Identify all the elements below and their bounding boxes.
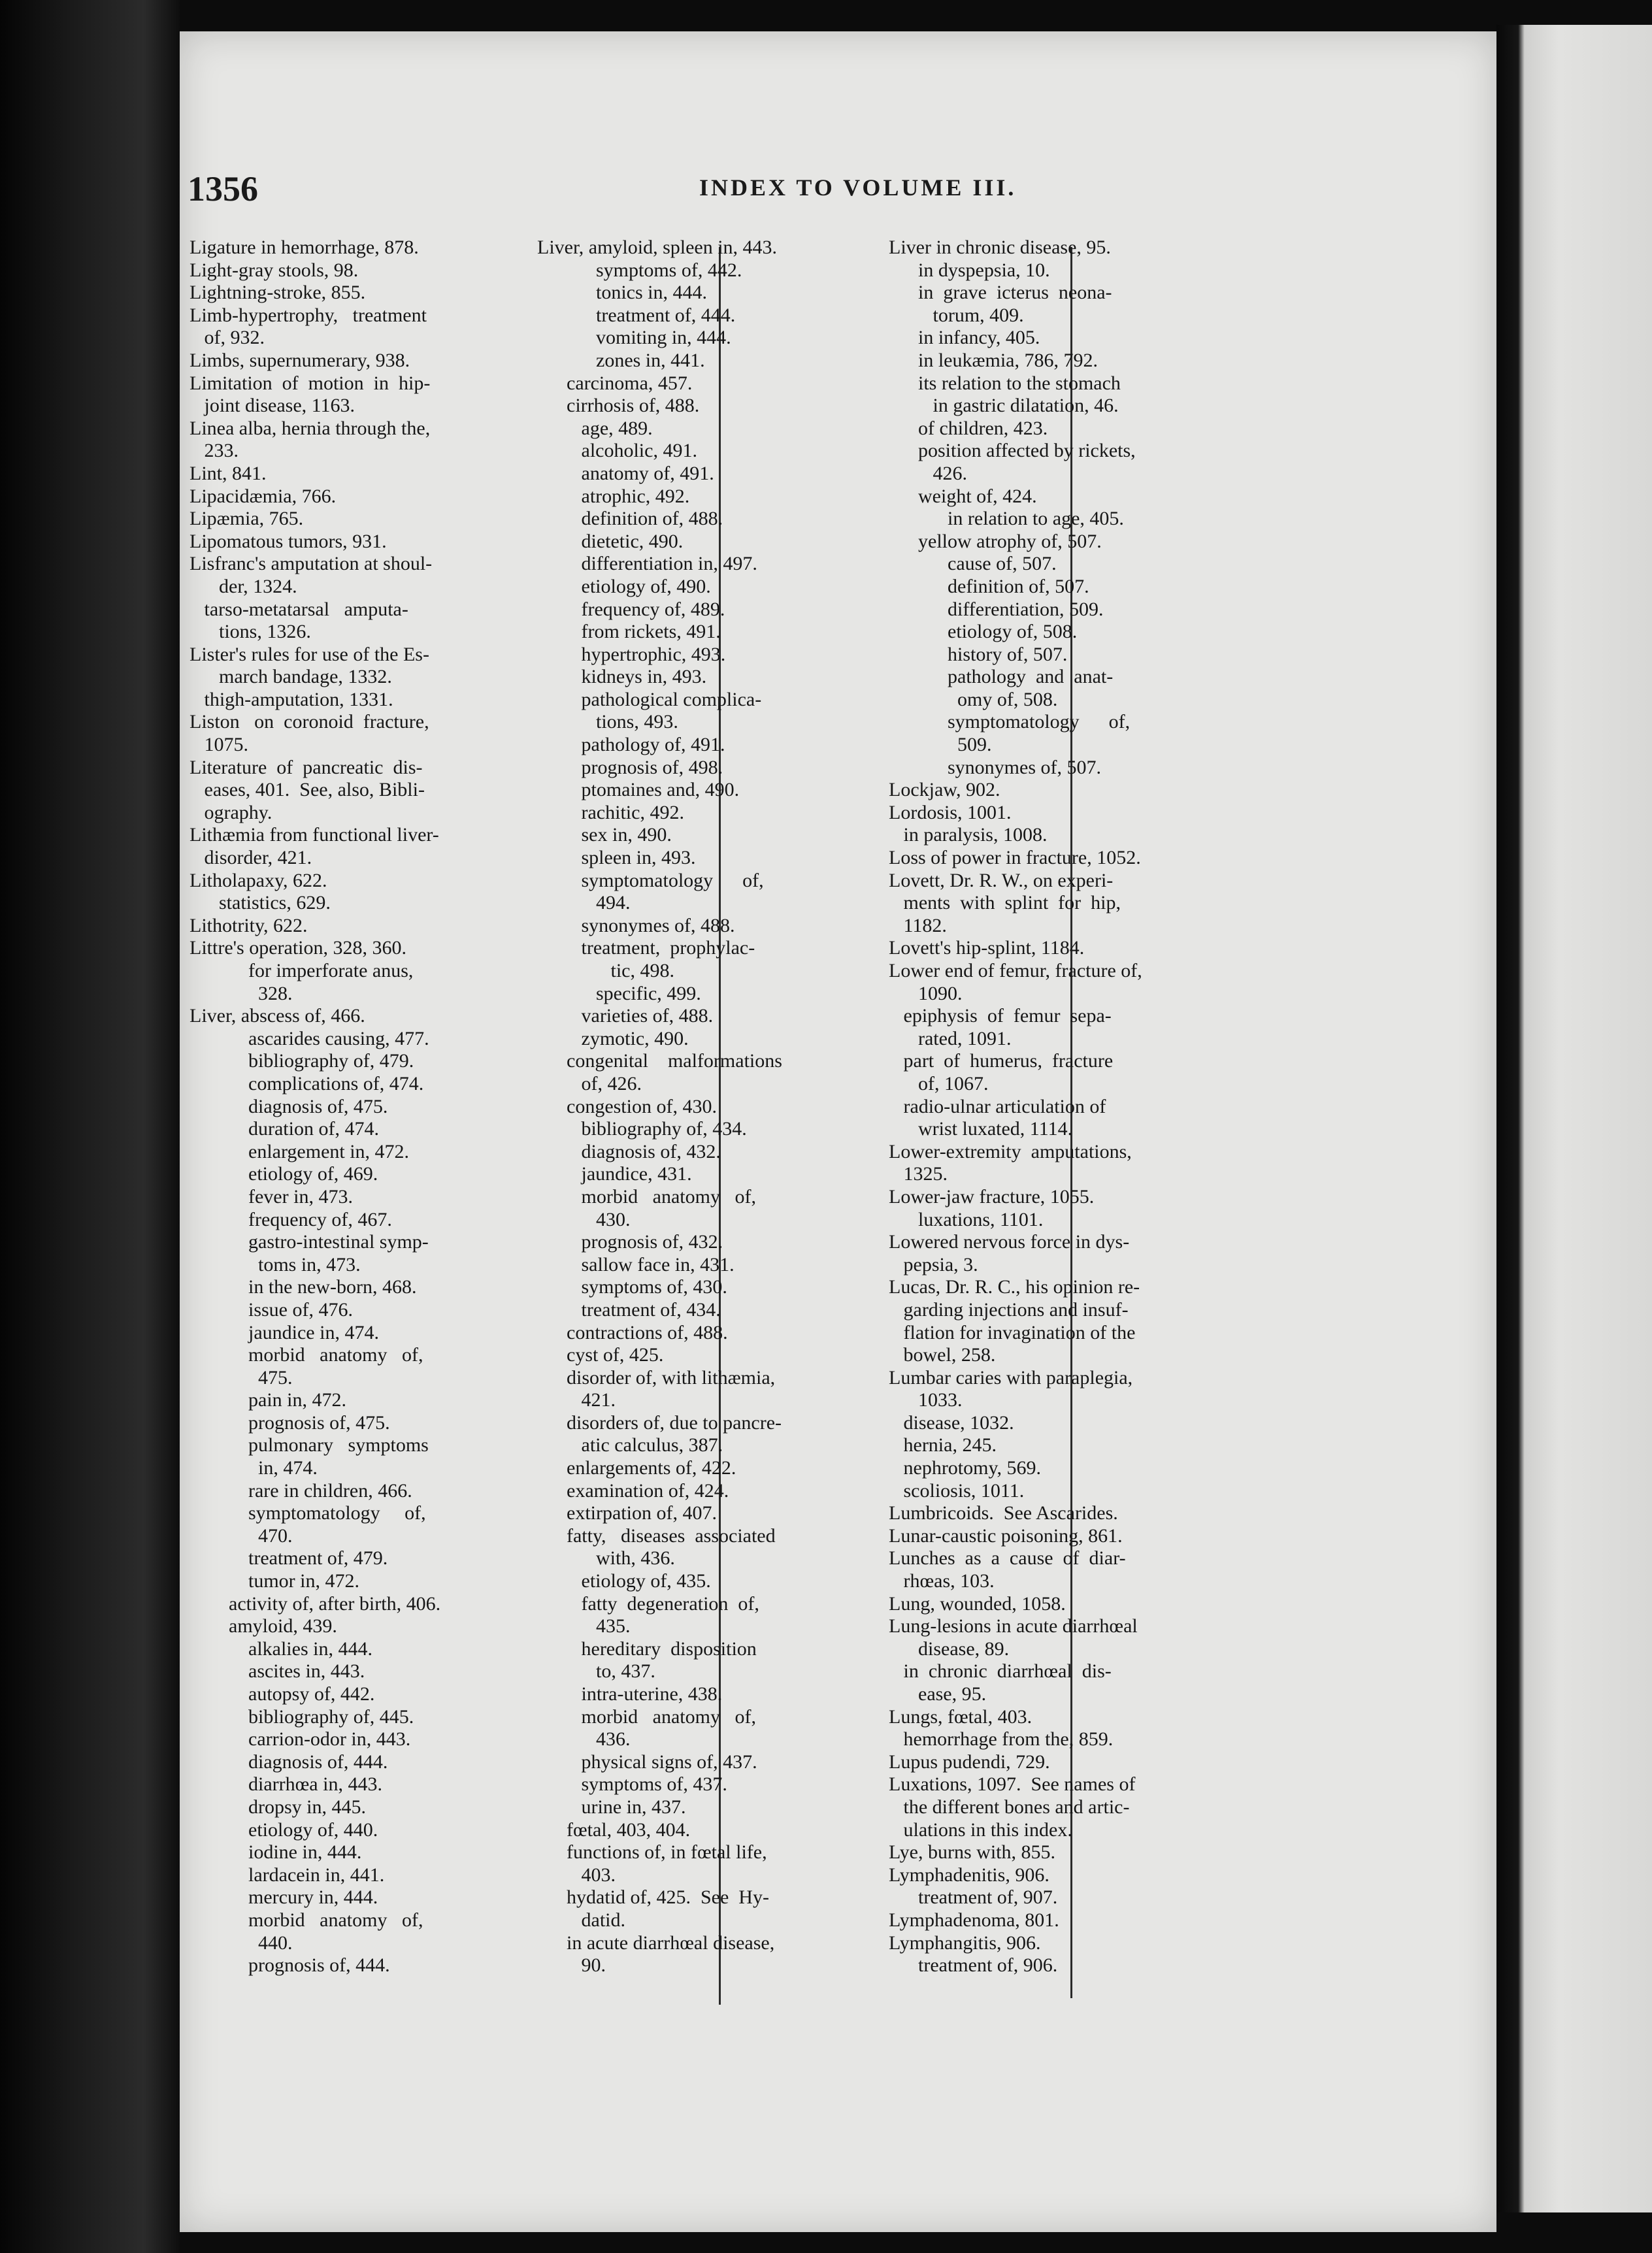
index-entry-line: luxations, 1101.: [889, 1208, 1044, 1230]
index-entry-line: functions of, in fœtal life,: [537, 1841, 767, 1864]
index-entry-line: Lovett, Dr. R. W., on experi-: [889, 869, 1114, 891]
index-entry-line: 328.: [190, 982, 293, 1004]
index-entry-line: Limitation of motion in hip-: [190, 372, 431, 394]
index-entry-line: rare in children, 466.: [190, 1479, 412, 1502]
index-entry-line: etiology of, 490.: [537, 575, 711, 597]
index-entry-line: 1075.: [190, 734, 248, 756]
index-entry-line: symptoms of, 430.: [537, 1276, 727, 1298]
index-entry-line: 421.: [537, 1389, 616, 1411]
index-entry-line: cyst of, 425.: [537, 1344, 664, 1366]
index-entry-line: Lymphadenoma, 801.: [889, 1909, 1059, 1931]
index-entry-line: dropsy in, 445.: [190, 1796, 366, 1818]
index-entry-line: fatty, diseases associated: [537, 1524, 776, 1547]
index-entry-line: to, 437.: [537, 1660, 655, 1683]
index-entry-line: Lovett's hip-splint, 1184.: [889, 937, 1085, 959]
index-entry-line: tonics in, 444.: [537, 282, 707, 304]
index-entry-line: Liver, amyloid, spleen in, 443.: [537, 237, 778, 258]
index-entry-line: tumor in, 472.: [190, 1570, 359, 1592]
index-entry-line: Linea alba, hernia through the,: [190, 417, 431, 439]
index-entry-line: pepsia, 3.: [889, 1253, 978, 1275]
index-entry-line: disorders of, due to pancre-: [537, 1411, 782, 1434]
index-entry-line: its relation to the stomach: [889, 372, 1121, 394]
index-entry-line: of, 426.: [537, 1072, 642, 1094]
index-entry-line: 1033.: [889, 1389, 963, 1411]
index-entry-line: treatment of, 434.: [537, 1298, 721, 1321]
index-entry-line: 233.: [190, 440, 239, 462]
index-entry-line: disease, 89.: [889, 1637, 1010, 1660]
index-entry-line: urine in, 437.: [537, 1796, 686, 1818]
index-entry-line: synonymes of, 488.: [537, 914, 735, 936]
index-entry-line: flation for invagination of the: [889, 1321, 1136, 1343]
index-entry-line: rachitic, 492.: [537, 801, 684, 823]
index-entry-line: yellow atrophy of, 507.: [889, 530, 1102, 552]
index-entry-line: differentiation, 509.: [889, 598, 1104, 620]
index-entry-line: symptomatology of,: [190, 1502, 426, 1524]
index-entry-line: position affected by rickets,: [889, 440, 1136, 462]
index-entry-line: march bandage, 1332.: [190, 666, 392, 688]
index-entry-line: synonymes of, 507.: [889, 756, 1101, 778]
index-entry-line: 403.: [537, 1864, 616, 1886]
index-entry-line: prognosis of, 432.: [537, 1231, 723, 1253]
index-entry-line: etiology of, 508.: [889, 621, 1078, 643]
index-entry-line: diagnosis of, 444.: [190, 1751, 388, 1773]
index-entry-line: age, 489.: [537, 417, 653, 439]
index-entry-line: pathological complica-: [537, 688, 762, 710]
index-entry-line: 90.: [537, 1954, 606, 1977]
index-entry-line: pathology and anat-: [889, 666, 1114, 688]
index-entry-line: diagnosis of, 475.: [190, 1095, 388, 1117]
index-entry-line: fever in, 473.: [190, 1185, 353, 1208]
index-entry-line: bibliography of, 479.: [190, 1050, 414, 1072]
index-entry-line: contractions of, 488.: [537, 1321, 728, 1343]
index-entry-line: ography.: [190, 801, 273, 823]
index-column-3: [889, 237, 1398, 1977]
index-entry-line: congenital malformations: [537, 1050, 782, 1072]
index-entry-line: cirrhosis of, 488.: [537, 395, 700, 417]
index-entry-line: 475.: [190, 1366, 293, 1389]
index-entry-line: Lung, wounded, 1058.: [889, 1592, 1066, 1615]
index-entry-line: congestion of, 430.: [537, 1095, 717, 1117]
index-entry-line: prognosis of, 498.: [537, 756, 723, 778]
index-entry-line: differentiation in, 497.: [537, 553, 757, 575]
index-entry-line: duration of, 474.: [190, 1118, 379, 1140]
index-entry-line: rhœas, 103.: [889, 1570, 995, 1592]
index-entry-line: zones in, 441.: [537, 349, 705, 371]
index-entry-line: the different bones and artic-: [889, 1796, 1130, 1818]
index-entry-line: Lung-lesions in acute diarrhœal: [889, 1615, 1138, 1637]
index-entry-line: Littre's operation, 328, 360.: [190, 937, 407, 959]
index-entry-line: Liver, abscess of, 466.: [190, 1005, 365, 1027]
index-entry-line: Lower-jaw fracture, 1055.: [889, 1185, 1095, 1208]
index-entry-line: thigh-amputation, 1331.: [190, 688, 393, 710]
index-entry-line: Lucas, Dr. R. C., his opinion re-: [889, 1276, 1140, 1298]
index-entry-line: morbid anatomy of,: [537, 1705, 756, 1728]
index-entry-line: in infancy, 405.: [889, 327, 1040, 349]
index-entry-line: alcoholic, 491.: [537, 440, 697, 462]
index-entry-line: intra-uterine, 438.: [537, 1683, 723, 1705]
index-entry-line: Lumbricoids. See Ascarides.: [889, 1502, 1118, 1524]
index-entry-line: definition of, 507.: [889, 575, 1089, 597]
index-entry-line: in acute diarrhœal disease,: [537, 1932, 775, 1954]
index-entry-line: hemorrhage from the, 859.: [889, 1728, 1114, 1751]
index-entry-line: in the new-born, 468.: [190, 1276, 417, 1298]
index-entry-line: part of humerus, fracture: [889, 1050, 1114, 1072]
index-entry-line: enlargement in, 472.: [190, 1140, 410, 1162]
index-entry-line: Lipæmia, 765.: [190, 508, 304, 530]
index-entry-line: symptomatology of,: [889, 711, 1131, 733]
index-entry-line: hereditary disposition: [537, 1637, 757, 1660]
index-entry-line: in relation to age, 405.: [889, 508, 1124, 530]
index-entry-line: in grave icterus neona-: [889, 282, 1112, 304]
index-entry-line: tarso-metatarsal amputa-: [190, 598, 408, 620]
index-entry-line: dietetic, 490.: [537, 530, 684, 552]
index-entry-line: complications of, 474.: [190, 1072, 424, 1094]
index-entry-line: Light-gray stools, 98.: [190, 259, 359, 281]
index-entry-line: Ligature in hemorrhage, 878.: [190, 237, 419, 258]
index-entry-line: bibliography of, 445.: [190, 1705, 414, 1728]
index-entry-line: Lisfranc's amputation at shoul-: [190, 553, 433, 575]
index-entry-line: disease, 1032.: [889, 1411, 1014, 1434]
index-entry-line: physical signs of, 437.: [537, 1751, 757, 1773]
index-entry-line: ease, 95.: [889, 1683, 987, 1705]
index-entry-line: omy of, 508.: [889, 688, 1058, 710]
index-entry-line: disorder of, with lithæmia,: [537, 1366, 776, 1389]
index-entry-line: prognosis of, 444.: [190, 1954, 390, 1977]
index-entry-line: 1325.: [889, 1163, 948, 1185]
index-entry-line: epiphysis of femur sepa-: [889, 1005, 1112, 1027]
index-entry-line: statistics, 629.: [190, 892, 331, 914]
index-entry-line: disorder, 421.: [190, 847, 312, 869]
index-entry-line: vomiting in, 444.: [537, 327, 731, 349]
index-entry-line: in dyspepsia, 10.: [889, 259, 1050, 281]
index-entry-line: from rickets, 491.: [537, 621, 721, 643]
index-entry-line: morbid anatomy of,: [190, 1344, 423, 1366]
index-entry-line: in gastric dilatation, 46.: [889, 395, 1119, 417]
index-entry-line: autopsy of, 442.: [190, 1683, 375, 1705]
index-entry-line: datid.: [537, 1909, 625, 1931]
index-entry-line: morbid anatomy of,: [537, 1185, 756, 1208]
facing-page-edge: [1496, 25, 1652, 2212]
index-entry-line: treatment of, 906.: [889, 1954, 1058, 1977]
index-entry-line: pathology of, 491.: [537, 734, 725, 756]
index-entry-line: 435.: [537, 1615, 631, 1637]
index-entry-line: varieties of, 488.: [537, 1005, 714, 1027]
index-entry-line: 494.: [537, 892, 631, 914]
index-entry-line: symptomatology of,: [537, 869, 764, 891]
index-entry-line: 1090.: [889, 982, 963, 1004]
index-entry-line: diarrhœa in, 443.: [190, 1773, 382, 1796]
index-entry-line: jaundice in, 474.: [190, 1321, 379, 1343]
index-entry-line: in, 474.: [190, 1457, 318, 1479]
index-entry-line: etiology of, 435.: [537, 1570, 711, 1592]
index-entry-line: zymotic, 490.: [537, 1027, 689, 1049]
index-entry-line: enlargements of, 422.: [537, 1457, 736, 1479]
index-entry-line: rated, 1091.: [889, 1027, 1012, 1049]
index-entry-line: of, 932.: [190, 327, 265, 349]
index-entry-line: radio-ulnar articulation of: [889, 1095, 1106, 1117]
index-entry-line: hydatid of, 425. See Hy-: [537, 1886, 769, 1909]
index-entry-line: joint disease, 1163.: [190, 395, 355, 417]
index-entry-line: Lymphadenitis, 906.: [889, 1864, 1049, 1886]
index-entry-line: Lithotrity, 622.: [190, 914, 308, 936]
index-entry-line: etiology of, 440.: [190, 1818, 378, 1841]
index-entry-line: 1182.: [889, 914, 947, 936]
index-entry-line: Lordosis, 1001.: [889, 801, 1012, 823]
index-entry-line: symptoms of, 437.: [537, 1773, 727, 1796]
index-entry-line: Limb-hypertrophy, treatment: [190, 304, 427, 326]
index-entry-line: atic calculus, 387.: [537, 1434, 723, 1456]
index-entry-line: ascarides causing, 477.: [190, 1027, 429, 1049]
index-entry-line: carrion-odor in, 443.: [190, 1728, 411, 1751]
index-entry-line: hernia, 245.: [889, 1434, 997, 1456]
index-entry-line: frequency of, 467.: [190, 1208, 392, 1230]
index-entry-line: alkalies in, 444.: [190, 1637, 372, 1660]
index-entry-line: lardacein in, 441.: [190, 1864, 385, 1886]
index-entry-line: eases, 401. See, also, Bibli-: [190, 779, 425, 801]
index-entry-line: carcinoma, 457.: [537, 372, 693, 394]
index-entry-line: of children, 423.: [889, 417, 1048, 439]
index-entry-line: Lupus pudendi, 729.: [889, 1751, 1050, 1773]
scan-margin-left: [0, 0, 180, 2253]
index-entry-line: ascites in, 443.: [190, 1660, 365, 1683]
index-entry-line: ptomaines and, 490.: [537, 779, 740, 801]
index-entry-line: garding injections and insuf-: [889, 1298, 1129, 1321]
index-entry-line: Limbs, supernumerary, 938.: [190, 349, 410, 371]
running-head: INDEX TO VOLUME III.: [699, 174, 1017, 201]
index-entry-line: examination of, 424.: [537, 1479, 729, 1502]
index-entry-line: extirpation of, 407.: [537, 1502, 717, 1524]
index-entry-line: 430.: [537, 1208, 631, 1230]
index-entry-line: treatment, prophylac-: [537, 937, 755, 959]
index-entry-line: scoliosis, 1011.: [889, 1479, 1025, 1502]
index-entry-line: hypertrophic, 493.: [537, 643, 726, 665]
index-entry-line: spleen in, 493.: [537, 847, 696, 869]
index-entry-line: frequency of, 489.: [537, 598, 725, 620]
index-entry-line: tic, 498.: [537, 960, 674, 981]
index-entry-line: treatment of, 907.: [889, 1886, 1058, 1909]
index-entry-line: fœtal, 403, 404.: [537, 1818, 691, 1841]
index-entry-line: wrist luxated, 1114.: [889, 1118, 1073, 1140]
index-entry-line: in chronic diarrhœal dis-: [889, 1660, 1112, 1683]
index-entry-line: anatomy of, 491.: [537, 462, 714, 484]
index-entry-line: ulations in this index.: [889, 1818, 1072, 1841]
index-entry-line: Liston on coronoid fracture,: [190, 711, 429, 733]
index-entry-line: Lunar-caustic poisoning, 861.: [889, 1524, 1123, 1547]
index-entry-line: Lymphangitis, 906.: [889, 1932, 1041, 1954]
index-entry-line: 440.: [190, 1932, 293, 1954]
index-entry-line: weight of, 424.: [889, 485, 1037, 507]
index-entry-line: prognosis of, 475.: [190, 1411, 390, 1434]
index-entry-line: in paralysis, 1008.: [889, 824, 1048, 846]
page-number: 1356: [188, 169, 258, 208]
index-entry-line: Luxations, 1097. See names of: [889, 1773, 1136, 1796]
index-entry-line: fatty degeneration of,: [537, 1592, 759, 1615]
index-entry-line: Literature of pancreatic dis-: [190, 756, 423, 778]
index-entry-line: mercury in, 444.: [190, 1886, 378, 1909]
index-entry-line: bibliography of, 434.: [537, 1118, 747, 1140]
index-entry-line: 426.: [889, 462, 967, 484]
index-entry-line: morbid anatomy of,: [190, 1909, 423, 1931]
index-entry-line: of, 1067.: [889, 1072, 989, 1094]
index-entry-line: Lister's rules for use of the Es-: [190, 643, 429, 665]
index-entry-line: iodine in, 444.: [190, 1841, 362, 1864]
index-entry-line: cause of, 507.: [889, 553, 1057, 575]
index-entry-line: symptoms of, 442.: [537, 259, 742, 281]
index-entry-line: Lunches as a cause of diar-: [889, 1547, 1126, 1570]
index-entry-line: Liver in chronic disease, 95.: [889, 237, 1111, 258]
index-entry-line: tions, 1326.: [190, 621, 311, 643]
index-entry-line: Lowered nervous force in dys-: [889, 1231, 1130, 1253]
index-entry-line: gastro-intestinal symp-: [190, 1231, 429, 1253]
index-entry-line: pulmonary symptoms: [190, 1434, 429, 1456]
index-entry-line: Lower end of femur, fracture of,: [889, 960, 1142, 981]
index-entry-line: sex in, 490.: [537, 824, 672, 846]
index-entry-line: Lipacidæmia, 766.: [190, 485, 337, 507]
index-entry-line: for imperforate anus,: [190, 960, 414, 981]
index-entry-line: with, 436.: [537, 1547, 675, 1570]
index-entry-line: tions, 493.: [537, 711, 678, 733]
index-entry-line: Lungs, fœtal, 403.: [889, 1705, 1032, 1728]
index-entry-line: history of, 507.: [889, 643, 1068, 665]
index-entry-line: sallow face in, 431.: [537, 1253, 735, 1275]
index-entry-line: Lower-extremity amputations,: [889, 1140, 1132, 1162]
index-entry-line: specific, 499.: [537, 982, 701, 1004]
index-entry-line: Lithæmia from functional liver-: [190, 824, 439, 846]
index-entry-line: definition of, 488.: [537, 508, 723, 530]
index-entry-line: ments with splint for hip,: [889, 892, 1121, 914]
index-entry-line: treatment of, 479.: [190, 1547, 388, 1570]
index-entry-line: nephrotomy, 569.: [889, 1457, 1042, 1479]
index-entry-line: Loss of power in fracture, 1052.: [889, 847, 1141, 869]
index-entry-line: diagnosis of, 432.: [537, 1140, 721, 1162]
index-entry-line: der, 1324.: [190, 575, 297, 597]
index-entry-line: Lipomatous tumors, 931.: [190, 530, 387, 552]
index-entry-line: issue of, 476.: [190, 1298, 353, 1321]
index-entry-line: Lumbar caries with paraplegia,: [889, 1366, 1133, 1389]
index-entry-line: 436.: [537, 1728, 631, 1751]
index-entry-line: Lightning-stroke, 855.: [190, 282, 366, 304]
index-entry-line: Litholapaxy, 622.: [190, 869, 327, 891]
index-entry-line: activity of, after birth, 406.: [190, 1592, 441, 1615]
index-entry-line: Lockjaw, 902.: [889, 779, 1000, 801]
index-entry-line: etiology of, 469.: [190, 1163, 378, 1185]
index-entry-line: pain in, 472.: [190, 1389, 346, 1411]
index-entry-line: torum, 409.: [889, 304, 1024, 326]
index-entry-line: amyloid, 439.: [190, 1615, 337, 1637]
index-entry-line: 509.: [889, 734, 992, 756]
index-entry-line: 470.: [190, 1524, 293, 1547]
index-entry-line: kidneys in, 493.: [537, 666, 707, 688]
index-entry-line: in leukæmia, 786, 792.: [889, 349, 1098, 371]
index-entry-line: Lye, burns with, 855.: [889, 1841, 1055, 1864]
index-entry-line: Lint, 841.: [190, 462, 267, 484]
index-entry-line: jaundice, 431.: [537, 1163, 692, 1185]
index-entry-line: toms in, 473.: [190, 1253, 361, 1275]
index-entry-line: treatment of, 444.: [537, 304, 736, 326]
index-entry-line: bowel, 258.: [889, 1344, 996, 1366]
index-entry-line: atrophic, 492.: [537, 485, 690, 507]
